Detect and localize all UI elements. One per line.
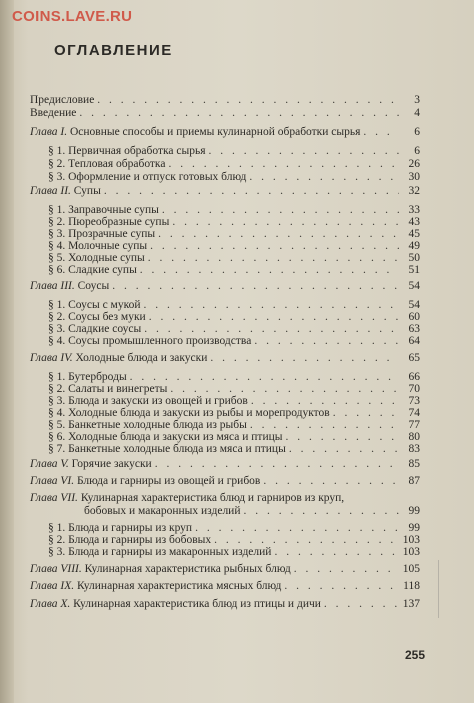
entry-page: 30	[408, 171, 420, 183]
entry-label: § 2. Пюреобразные супы	[48, 216, 170, 228]
chapter-number: Глава VII.	[30, 492, 78, 504]
entry-label: Холодные блюда и закуски	[75, 352, 208, 364]
entry-page: 54	[408, 280, 420, 292]
leader-dots	[263, 475, 399, 488]
toc-chapter	[30, 185, 420, 198]
chapter-number: Глава X.	[30, 598, 71, 610]
toc-entry	[48, 264, 420, 277]
entry-label: § 2. Салаты и винегреты	[48, 383, 168, 395]
entry-page: 6	[414, 126, 420, 138]
leader-dots	[254, 335, 399, 348]
entry-page: 99	[408, 505, 420, 517]
entry-label: § 5. Банкетные холодные блюда из рыбы	[48, 419, 247, 431]
chapter-number: Глава IX.	[30, 580, 75, 592]
leader-dots	[97, 94, 399, 107]
entry-label: § 1. Первичная обработка сырья	[48, 145, 206, 157]
watermark: COINS.LAVE.RU	[12, 8, 133, 25]
chapter-number: Глава IV.	[30, 352, 73, 364]
entry-label-continuation: бобовых и макаронных изделий	[84, 505, 241, 517]
entry-label: § 6. Холодные блюда и закуски из мяса и птицы	[48, 431, 283, 443]
entry-page: 80	[408, 431, 420, 443]
entry-page: 118	[403, 580, 420, 592]
entry-label: § 7. Банкетные холодные блюда из мяса и птицы	[48, 443, 286, 455]
entry-label: Кулинарная характеристика мясных блюд	[76, 580, 282, 592]
entry-page: 4	[414, 107, 420, 119]
toc-entry	[48, 443, 420, 456]
entry-label: Супы	[73, 185, 101, 197]
entry-label: § 4. Соусы промышленного производства	[48, 335, 252, 347]
entry-page: 70	[408, 383, 420, 395]
entry-label: § 3. Блюда и закуски из овощей и грибов	[48, 395, 248, 407]
entry-label: § 3. Блюда и гарниры из макаронных изделий	[48, 546, 272, 558]
chapter-number: Глава III.	[30, 280, 75, 292]
leader-dots	[112, 280, 399, 293]
chapter-number: Глава VI.	[30, 475, 75, 487]
entry-label: § 2. Соусы без муки	[48, 311, 146, 323]
entry-page: 63	[408, 323, 420, 335]
chapter-number: Глава I.	[30, 126, 68, 138]
entry-label: § 1. Бутерброды	[48, 371, 127, 383]
entry-page: 77	[408, 419, 420, 431]
entry-label: § 2. Блюда и гарниры из бобовых	[48, 534, 212, 546]
right-margin-rule	[438, 560, 439, 618]
leader-dots	[209, 145, 399, 158]
leader-dots	[284, 580, 399, 593]
entry-page: 43	[408, 216, 420, 228]
entry-label: Соусы	[77, 280, 110, 292]
leader-dots	[210, 352, 399, 365]
entry-label: § 5. Холодные супы	[48, 252, 145, 264]
entry-page: 65	[408, 352, 420, 364]
entry-label: Кулинарная характеристика рыбных блюд	[84, 563, 291, 575]
entry-page: 103	[402, 546, 420, 558]
leader-dots	[249, 171, 399, 184]
entry-label: § 6. Сладкие супы	[48, 264, 137, 276]
toc-entry	[48, 158, 420, 171]
entry-label: § 4. Молочные супы	[48, 240, 148, 252]
entry-label: § 1. Блюда и гарниры из круп	[48, 522, 193, 534]
leader-dots	[79, 107, 399, 120]
entry-label: Горячие закуски	[71, 458, 152, 470]
entry-page: 49	[408, 240, 420, 252]
chapter-number: Глава II.	[30, 185, 71, 197]
chapter-number: Глава V.	[30, 458, 69, 470]
leader-dots	[274, 546, 399, 559]
toc-chapter-continuation	[84, 505, 420, 518]
toc-entry	[48, 145, 420, 158]
leader-dots	[104, 185, 399, 198]
toc-chapter	[30, 458, 420, 471]
entry-page: 105	[402, 563, 420, 575]
entry-page: 54	[408, 299, 420, 311]
entry-page: 87	[408, 475, 420, 487]
toc-chapter	[30, 126, 420, 139]
leader-dots	[324, 598, 399, 611]
leader-dots	[289, 443, 399, 456]
entry-page: 51	[408, 264, 420, 276]
entry-label: Кулинарная характеристика блюд из птицы и дичи	[73, 598, 321, 610]
entry-page: 32	[408, 185, 420, 197]
entry-page: 85	[408, 458, 420, 470]
leader-dots	[140, 264, 399, 277]
entry-label: § 1. Соусы с мукой	[48, 299, 141, 311]
entry-page: 6	[414, 145, 420, 157]
entry-label: § 3. Прозрачные супы	[48, 228, 156, 240]
entry-page: 74	[408, 407, 420, 419]
entry-page: 3	[414, 94, 420, 106]
entry-page: 73	[408, 395, 420, 407]
entry-page: 33	[408, 204, 420, 216]
entry-page: 50	[408, 252, 420, 264]
leader-dots	[168, 158, 399, 171]
entry-label: Предисловие	[30, 94, 95, 106]
toc-entry	[48, 546, 420, 559]
toc-chapter	[30, 280, 420, 293]
entry-page: 83	[408, 443, 420, 455]
entry-label: Блюда и гарниры из овощей и грибов	[76, 475, 261, 487]
entry-page: 60	[408, 311, 420, 323]
entry-label: § 2. Тепловая обработка	[48, 158, 166, 170]
entry-label: § 4. Холодные блюда и закуски из рыбы и морепродуктов	[48, 407, 330, 419]
entry-label: Введение	[30, 107, 77, 119]
entry-page: 64	[408, 335, 420, 347]
toc-entry	[48, 171, 420, 184]
leader-dots	[363, 126, 399, 139]
leader-dots	[244, 505, 400, 518]
toc-chapter	[30, 492, 420, 505]
entry-page: 26	[408, 158, 420, 170]
entry-page: 66	[408, 371, 420, 383]
entry-page: 99	[408, 522, 420, 534]
entry-label: Кулинарная характеристика блюд и гарниров из круп,	[80, 492, 345, 504]
toc-entry	[30, 94, 420, 107]
toc-entry	[30, 107, 420, 120]
leader-dots	[294, 563, 399, 576]
entry-label: § 3. Оформление и отпуск готовых блюд	[48, 171, 247, 183]
entry-label: § 3. Сладкие соусы	[48, 323, 142, 335]
leader-dots	[155, 458, 399, 471]
entry-label: § 1. Заправочные супы	[48, 204, 159, 216]
toc-chapter	[30, 580, 420, 593]
toc-entry	[48, 335, 420, 348]
chapter-number: Глава VIII.	[30, 563, 82, 575]
toc-chapter	[30, 598, 420, 611]
entry-page: 45	[408, 228, 420, 240]
toc-chapter	[30, 475, 420, 488]
entry-page: 137	[402, 598, 420, 610]
toc-chapter	[30, 352, 420, 365]
entry-page: 103	[402, 534, 420, 546]
page-number: 255	[405, 648, 426, 662]
toc-chapter	[30, 563, 420, 576]
page-title: ОГЛАВЛЕНИЕ	[54, 42, 173, 59]
entry-label: Основные способы и приемы кулинарной обработки сырья	[69, 126, 361, 138]
